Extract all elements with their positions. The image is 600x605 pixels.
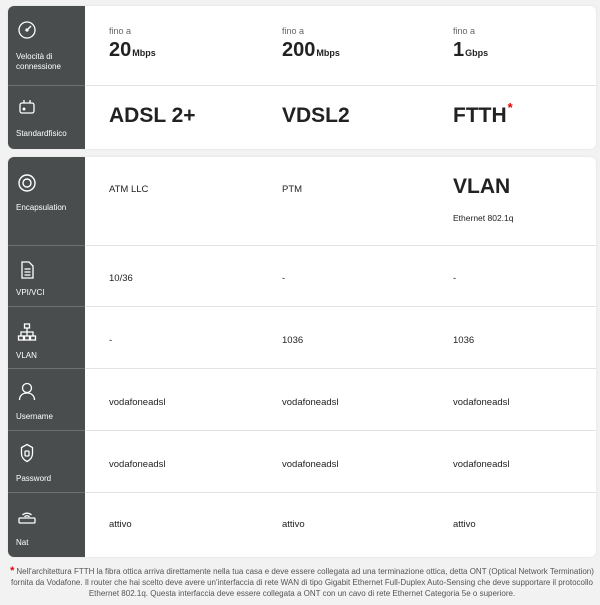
nat-cell: [109, 493, 279, 557]
vpi-vci-value: -: [282, 273, 286, 284]
sidebar-item-encapsulation: [8, 157, 85, 246]
username-value: vodafoneadsl: [109, 397, 166, 408]
standard-cell: [282, 86, 452, 149]
encapsulation-sub: Ethernet 802.1q: [453, 213, 514, 223]
speed-prefix: fino a: [109, 26, 132, 36]
password-cell: [282, 431, 452, 492]
standard-value: FTTH*: [453, 100, 513, 127]
speed-cell: [282, 6, 452, 85]
speed-cell: [109, 6, 279, 85]
password-value: vodafoneadsl: [282, 459, 339, 470]
username-value: vodafoneadsl: [282, 397, 339, 408]
vpi-vci-cell: [109, 246, 279, 306]
username-row: [85, 369, 596, 431]
vlan-cell: [109, 307, 279, 368]
vlan-value: 1036: [453, 335, 475, 346]
encapsulation-row: [85, 157, 596, 246]
password-value: vodafoneadsl: [453, 459, 510, 470]
standard-row: [85, 86, 596, 149]
sidebar: [8, 157, 85, 557]
sidebar-item-vpi-vci: [8, 246, 85, 307]
vpi-vci-value: 10/36: [109, 273, 133, 284]
vlan-row: [85, 307, 596, 369]
footnote-mark: *: [507, 100, 513, 115]
password-cell: [109, 431, 279, 492]
speed-cell: [453, 6, 593, 85]
encapsulation-value: VLAN: [453, 175, 511, 198]
vpi-vci-value: -: [453, 273, 457, 284]
encapsulation-value: ATM LLC: [109, 184, 149, 195]
sidebar-item-label: Username: [16, 412, 53, 421]
sidebar-item-label: Encapsulation: [16, 203, 67, 212]
sidebar-item-speed: [8, 6, 85, 86]
password-cell: [453, 431, 593, 492]
vlan-value: 1036: [282, 335, 304, 346]
username-cell: [282, 369, 452, 430]
standard-cell: [453, 86, 593, 149]
sidebar-item-username: [8, 369, 85, 431]
document-icon: [17, 260, 37, 280]
sidebar-item-label: VPI/VCI: [16, 288, 45, 297]
target-icon: [17, 173, 37, 193]
speed-value: 1Gbps: [453, 39, 489, 61]
sidebar-item-password: [8, 431, 85, 493]
router-icon: [17, 97, 37, 117]
username-cell: [109, 369, 279, 430]
vpi-vci-cell: [453, 246, 593, 306]
footnote: [8, 566, 596, 599]
encapsulation-cell: [453, 157, 593, 245]
speed-prefix: fino a: [453, 26, 476, 36]
sidebar-item-standard: [8, 86, 85, 149]
footnote-text: Nell'architettura FTTH la fibra ottica arriva direttamente nella tua casa e deve essere collegata ad una terminazione ottica, detta ONT (Optical Network Termination) fornita da Vodafone. Il router che hai scelto deve avere un'interfaccia di rete WAN di tipo Gigabit Ethernet Full-Duplex Auto-Sensing che deve supportare il protocollo Ethernet 802.1q. Questa interfaccia deve essere collegata a ONT con un cavo di rete Ethernet Categoria 5e o superiore.: [10, 567, 594, 598]
speed-value: 200Mbps: [282, 39, 340, 61]
standard-value: VDSL2: [282, 104, 350, 127]
encapsulation-cell: [109, 157, 279, 245]
network-icon: [17, 322, 37, 342]
sidebar-item-label: Velocità di connessione: [16, 52, 61, 71]
standard-cell: [109, 86, 279, 149]
nat-row: [85, 493, 596, 557]
sidebar-item-label: Nat: [16, 538, 29, 547]
vlan-cell: [453, 307, 593, 368]
username-cell: [453, 369, 593, 430]
password-row: [85, 431, 596, 493]
vpi-vci-row: [85, 246, 596, 307]
vpi-vci-cell: [282, 246, 452, 306]
settings-card: [8, 157, 596, 557]
speed-prefix: fino a: [282, 26, 305, 36]
lock-icon: [17, 443, 37, 463]
username-value: vodafoneadsl: [453, 397, 510, 408]
sidebar-item-label: Password: [16, 474, 52, 483]
vlan-cell: [282, 307, 452, 368]
nat-value: attivo: [282, 519, 305, 530]
password-value: vodafoneadsl: [109, 459, 166, 470]
sidebar-item-nat: [8, 493, 85, 557]
nat-cell: [282, 493, 452, 557]
sidebar-item-vlan: [8, 307, 85, 369]
speed-row: [85, 6, 596, 86]
sidebar-item-label: VLAN: [16, 351, 37, 360]
nat-cell: [453, 493, 593, 557]
speedometer-icon: [17, 20, 37, 40]
sidebar-item-label: Standardfisico: [16, 129, 67, 138]
speed-value: 20Mbps: [109, 39, 156, 61]
footnote-mark: *: [10, 565, 15, 577]
connection-speed-card: [8, 6, 596, 149]
wifi-router-icon: [17, 506, 37, 526]
sidebar: [8, 6, 85, 149]
standard-value: ADSL 2+: [109, 104, 196, 127]
encapsulation-value: PTM: [282, 184, 303, 195]
vlan-value: -: [109, 335, 113, 346]
nat-value: attivo: [109, 519, 132, 530]
user-icon: [17, 381, 37, 401]
nat-value: attivo: [453, 519, 476, 530]
encapsulation-cell: [282, 157, 452, 245]
